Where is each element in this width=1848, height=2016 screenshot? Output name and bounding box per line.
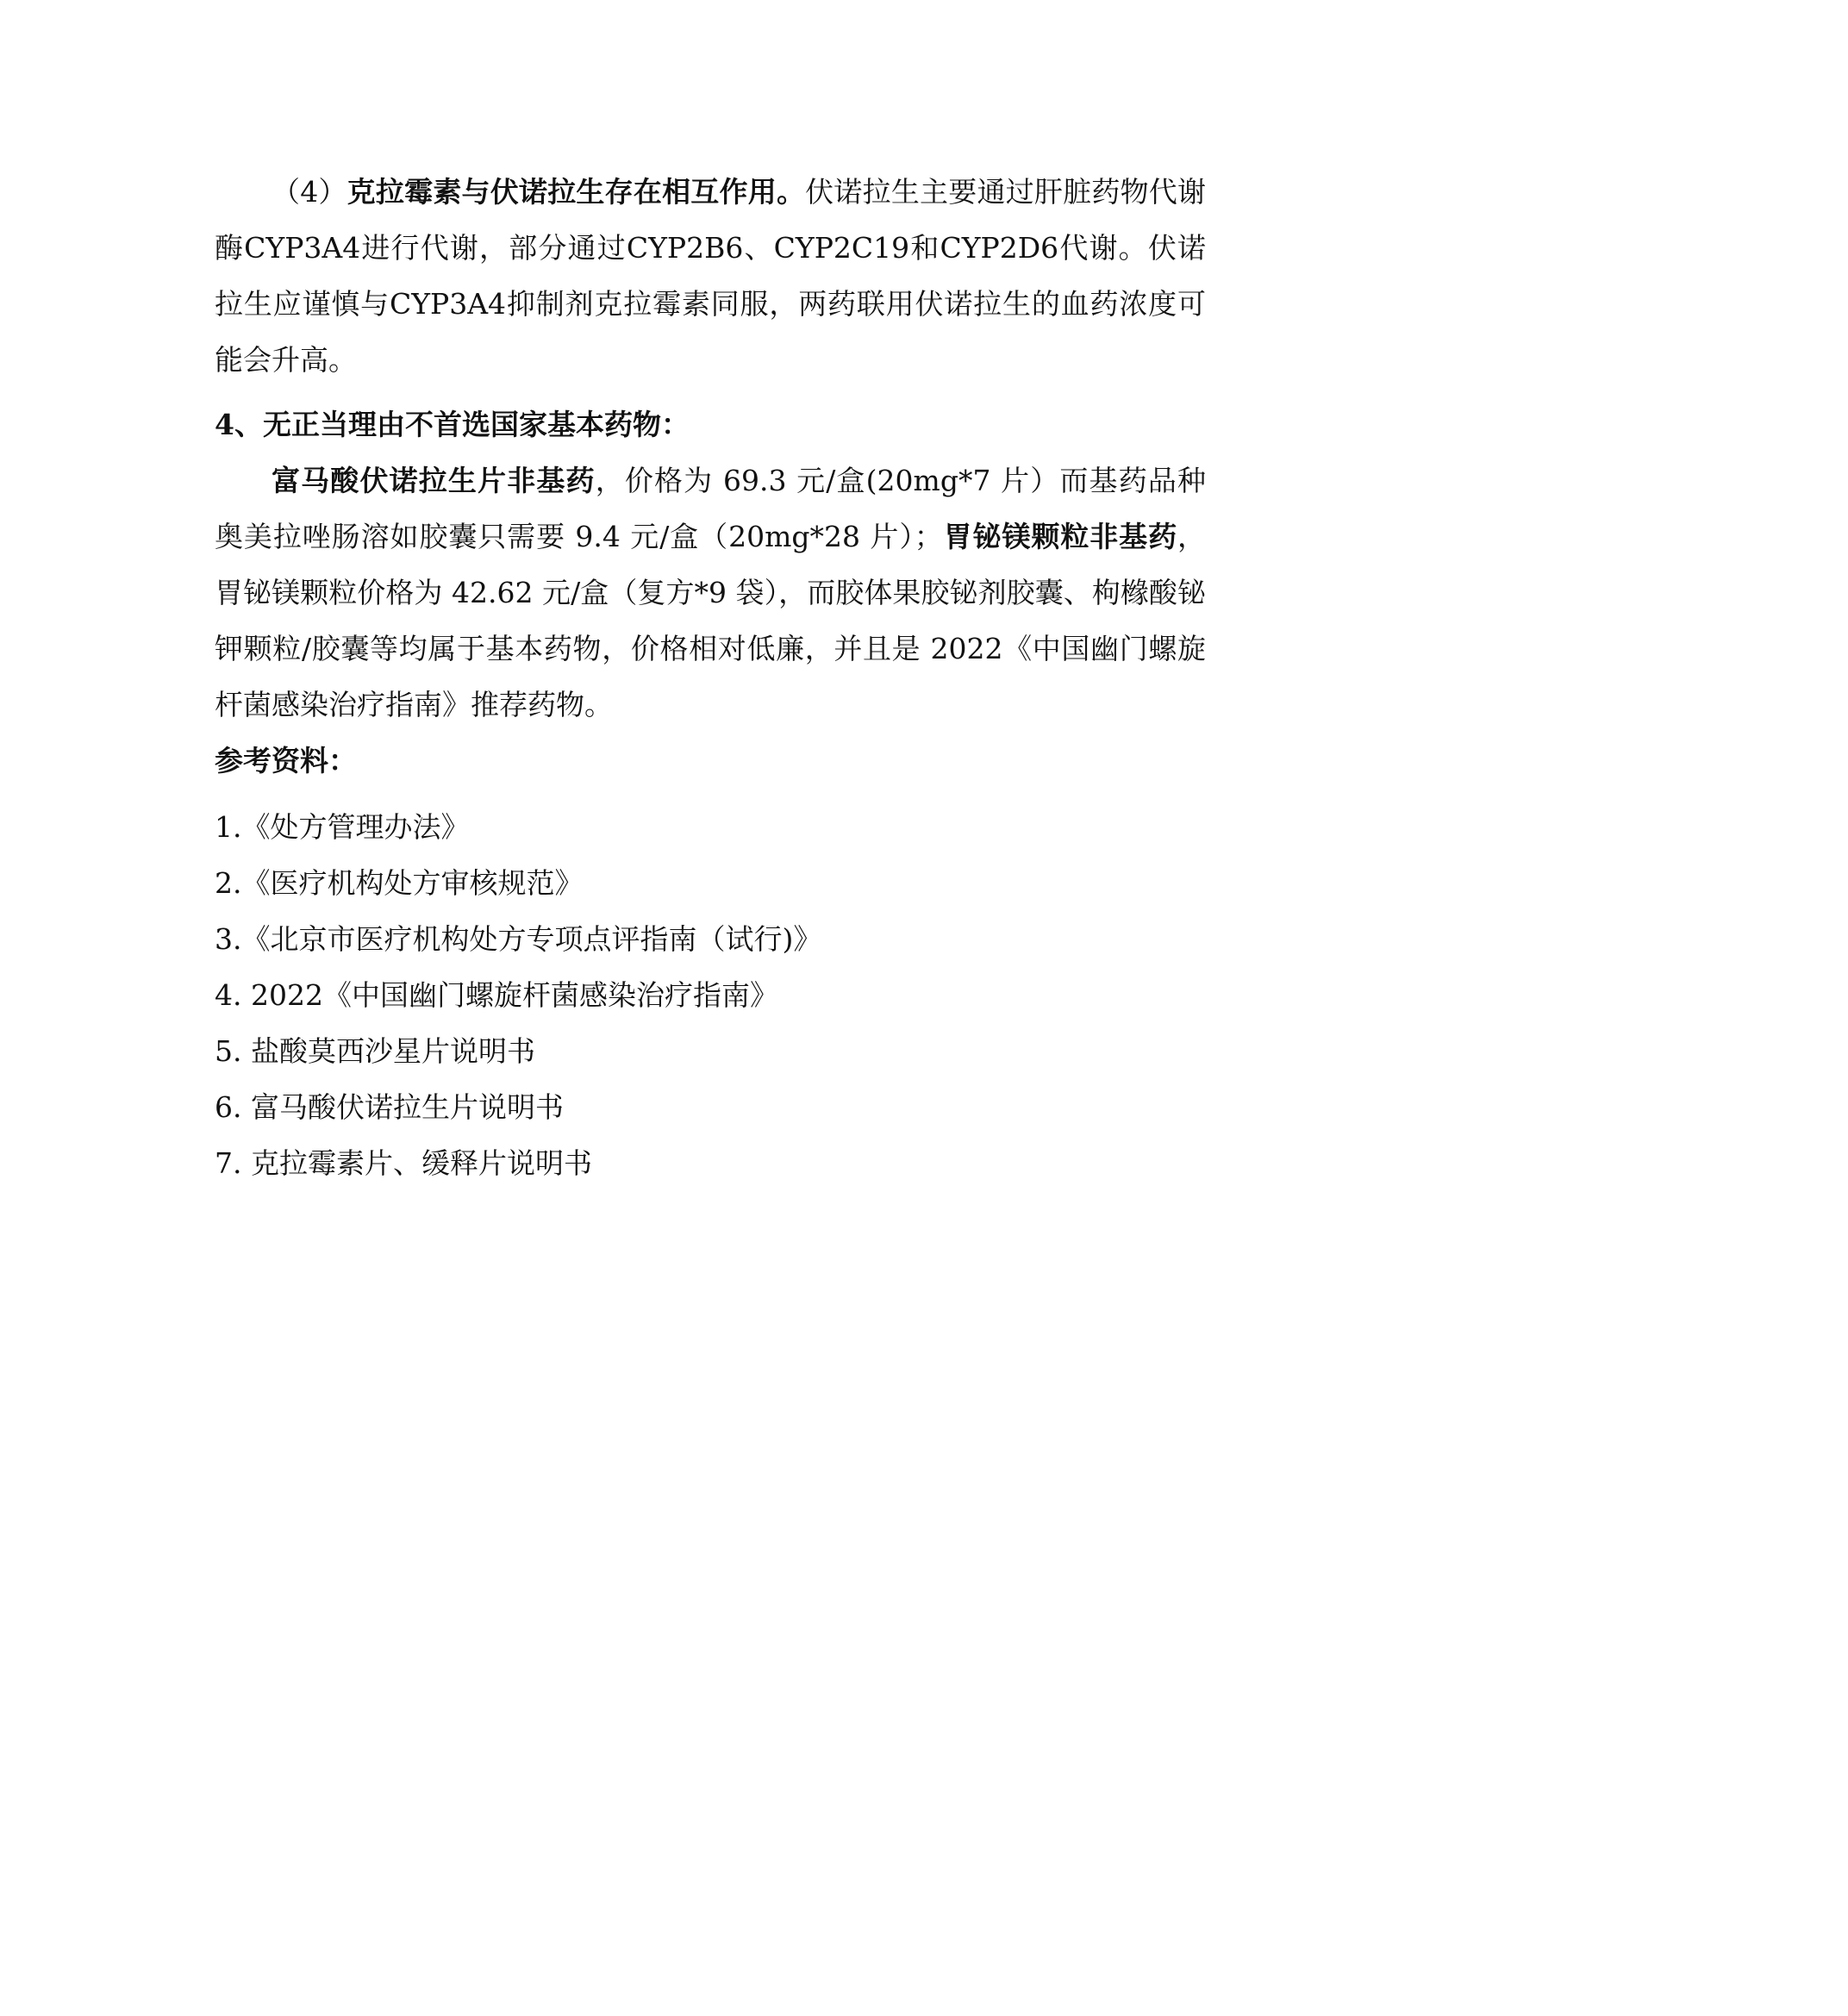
interaction-text: 伏诺拉生主要通过肝脏药物代谢酶CYP3A4进行代谢，部分通过CYP2B6、CYP2C19和CYP2D6代谢。伏诺拉生应谨慎与CYP3A4抑制剂克拉霉素同服，两药联用伏诺拉生的血药浓度可能会升高。 (215, 175, 1206, 377)
reference-item: 6. 富马酸伏诺拉生片说明书 (215, 1090, 564, 1124)
item-number: （4） (272, 175, 347, 209)
reference-item: 7. 克拉霉素片、缓释片说明书 (215, 1146, 592, 1180)
interaction-paragraph (215, 164, 1206, 388)
reference-item: 2.《医疗机构处方审核规范》 (215, 866, 584, 900)
reference-item: 5. 盐酸莫西沙星片说明书 (215, 1034, 535, 1068)
references-list (215, 799, 1206, 1191)
document-content (215, 164, 1206, 1191)
section-heading: 4、无正当理由不首选国家基本药物： (215, 408, 690, 441)
drug-bold-1: 富马酸伏诺拉生片非基药 (272, 464, 596, 497)
drug-bold-2: 胃铋镁颗粒非基药 (942, 520, 1178, 553)
essential-drug-paragraph (215, 453, 1206, 733)
reference-item: 4. 2022《中国幽门螺旋杆菌感染治疗指南》 (215, 978, 778, 1012)
reference-item: 3.《北京市医疗机构处方专项点评指南（试行)》 (215, 922, 822, 956)
drug-text-1: ，价格为 69.3 元/盒(20mg*7 片）而基药品种奥美拉唑肠溶如胶囊只需要 9.4 元/盒（20mg*28 片）； (215, 464, 1207, 553)
reference-item: 1.《处方管理办法》 (215, 810, 470, 844)
interaction-title: 克拉霉素与伏诺拉生存在相互作用。 (346, 175, 806, 209)
drug-text-2: ，胃铋镁颗粒价格为 42.62 元/盒（复方*9 袋），而胶体果胶铋剂胶囊、枸橼酸铋钾颗粒/胶囊等均属于基本药物，价格相对低廉，并且是 2022《中国幽门螺旋杆菌感染治疗指南》推荐药物。 (215, 520, 1207, 721)
references-title: 参考资料： (215, 744, 357, 777)
